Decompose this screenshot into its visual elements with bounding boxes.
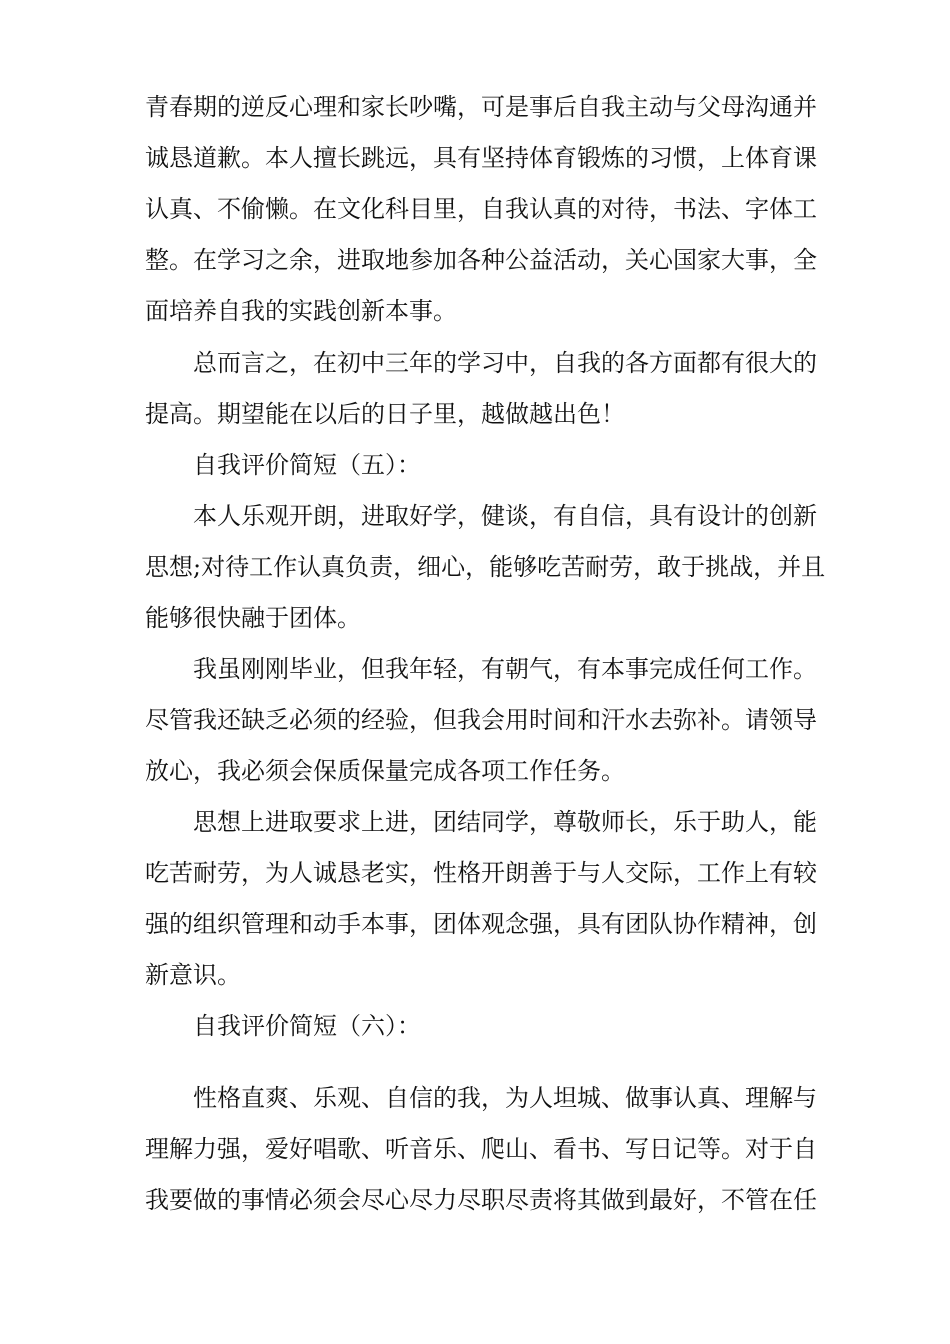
paragraph-line: 思想;对待工作认真负责，细心，能够吃苦耐劳，敢于挑战，并且 (145, 553, 826, 581)
paragraph-line: 面培养自我的实践创新本事。 (145, 297, 457, 325)
section-heading: 自我评价简短（六）： (193, 1012, 421, 1040)
paragraph-line: 性格直爽、乐观、自信的我，为人坦城、做事认真、理解与 (193, 1084, 817, 1112)
paragraph-line: 整。在学习之余，进取地参加各种公益活动，关心国家大事，全 (145, 246, 817, 274)
paragraph-line: 思想上进取要求上进，团结同学，尊敬师长，乐于助人，能 (193, 808, 817, 836)
paragraph-line: 新意识。 (145, 961, 241, 989)
paragraph-line: 青春期的逆反心理和家长吵嘴，可是事后自我主动与父母沟通并 (145, 93, 817, 121)
paragraph-line: 吃苦耐劳，为人诚恳老实，性格开朗善于与人交际，工作上有较 (145, 859, 817, 887)
paragraph-line: 能够很快融于团体。 (145, 604, 361, 632)
paragraph-line: 强的组织管理和动手本事，团体观念强，具有团队协作精神，创 (145, 910, 817, 938)
paragraph-line: 认真、不偷懒。在文化科目里，自我认真的对待，书法、字体工 (145, 195, 817, 223)
paragraph-line: 我要做的事情必须会尽心尽力尽职尽责将其做到最好，不管在任 (145, 1186, 817, 1214)
paragraph-line: 总而言之，在初中三年的学习中，自我的各方面都有很大的 (193, 349, 817, 377)
paragraph-line: 本人乐观开朗，进取好学，健谈，有自信，具有设计的创新 (193, 502, 817, 530)
paragraph-line: 提高。期望能在以后的日子里，越做越出色！ (145, 400, 625, 428)
paragraph-line: 诚恳道歉。本人擅长跳远，具有坚持体育锻炼的习惯，上体育课 (145, 144, 817, 172)
paragraph-line: 理解力强，爱好唱歌、听音乐、爬山、看书、写日记等。对于自 (145, 1135, 817, 1163)
paragraph-line: 我虽刚刚毕业，但我年轻，有朝气，有本事完成任何工作。 (193, 655, 817, 683)
paragraph-line: 放心，我必须会保质保量完成各项工作任务。 (145, 757, 625, 785)
section-heading: 自我评价简短（五）： (193, 451, 421, 479)
paragraph-line: 尽管我还缺乏必须的经验，但我会用时间和汗水去弥补。请领导 (145, 706, 817, 734)
